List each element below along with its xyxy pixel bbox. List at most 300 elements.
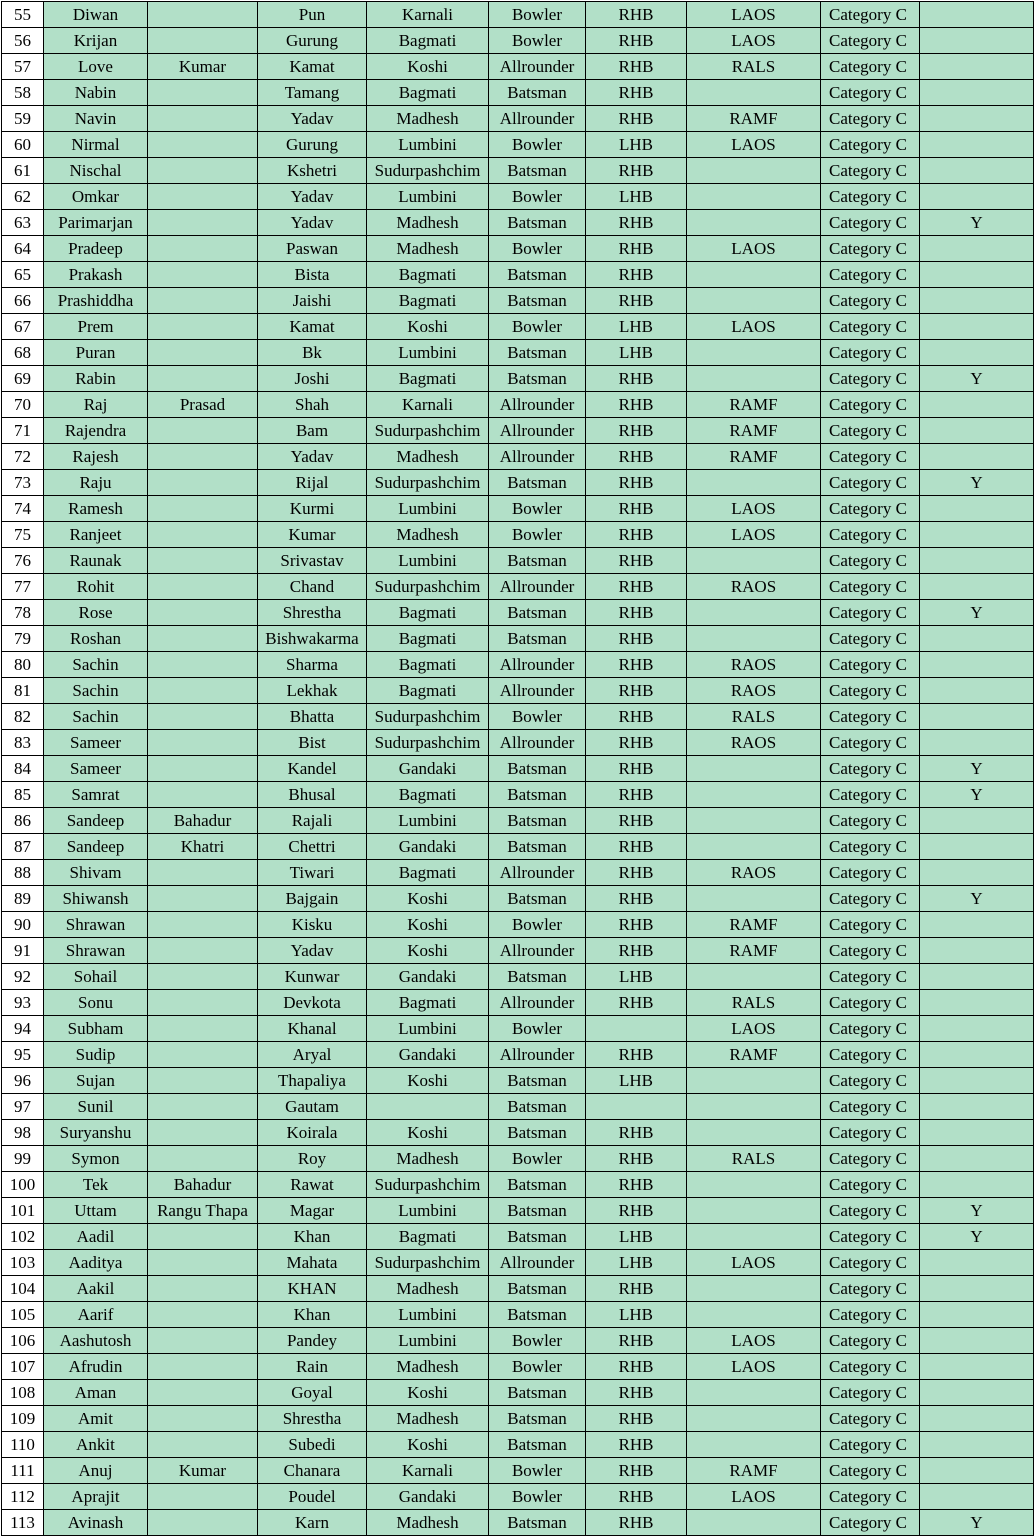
middle-name-cell: Bahadur [148,1172,258,1198]
category-cell: Category C [821,444,920,470]
first-name-cell: Ramesh [44,496,148,522]
last-name-cell: Bishwakarma [258,626,367,652]
batting-hand-cell: LHB [586,1068,687,1094]
serial-no-cell: 91 [2,938,44,964]
middle-name-cell [148,496,258,522]
table-row [2,106,1034,132]
serial-no-cell: 82 [2,704,44,730]
table-row [2,1432,1034,1458]
category-cell: Category C [821,1406,920,1432]
role-cell: Allrounder [489,392,586,418]
category-cell: Category C [821,1302,920,1328]
province-cell: Karnali [367,392,489,418]
flag-cell: Y [920,1224,1034,1250]
flag-cell [920,1016,1034,1042]
serial-no-cell: 103 [2,1250,44,1276]
category-cell: Category C [821,418,920,444]
table-row [2,1484,1034,1510]
bowling-style-cell: LAOS [687,1354,821,1380]
category-cell: Category C [821,236,920,262]
serial-no-cell: 95 [2,1042,44,1068]
last-name-cell: Srivastav [258,548,367,574]
role-cell: Bowler [489,28,586,54]
flag-cell [920,418,1034,444]
last-name-cell: Thapaliya [258,1068,367,1094]
first-name-cell: Raunak [44,548,148,574]
table-row [2,600,1034,626]
province-cell: Bagmati [367,860,489,886]
serial-no-cell: 107 [2,1354,44,1380]
category-cell: Category C [821,288,920,314]
province-cell: Gandaki [367,1042,489,1068]
bowling-style-cell [687,1276,821,1302]
batting-hand-cell: RHB [586,886,687,912]
flag-cell [920,1302,1034,1328]
province-cell: Gandaki [367,1484,489,1510]
table-row [2,834,1034,860]
last-name-cell: Kamat [258,314,367,340]
role-cell: Batsman [489,808,586,834]
batting-hand-cell: RHB [586,1198,687,1224]
bowling-style-cell [687,340,821,366]
last-name-cell: Pandey [258,1328,367,1354]
first-name-cell: Diwan [44,2,148,28]
province-cell: Lumbini [367,496,489,522]
first-name-cell: Aaditya [44,1250,148,1276]
middle-name-cell [148,1484,258,1510]
province-cell: Madhesh [367,1510,489,1536]
serial-no-cell: 78 [2,600,44,626]
table-row [2,444,1034,470]
last-name-cell: Karn [258,1510,367,1536]
batting-hand-cell: RHB [586,1146,687,1172]
category-cell: Category C [821,210,920,236]
role-cell: Batsman [489,782,586,808]
table-row [2,938,1034,964]
serial-no-cell: 60 [2,132,44,158]
first-name-cell: Aashutosh [44,1328,148,1354]
province-cell: Madhesh [367,210,489,236]
category-cell: Category C [821,808,920,834]
first-name-cell: Love [44,54,148,80]
role-cell: Bowler [489,912,586,938]
middle-name-cell [148,964,258,990]
table-row [2,704,1034,730]
last-name-cell: Paswan [258,236,367,262]
category-cell: Category C [821,1432,920,1458]
first-name-cell: Sachin [44,652,148,678]
bowling-style-cell [687,808,821,834]
first-name-cell: Sudip [44,1042,148,1068]
flag-cell [920,678,1034,704]
serial-no-cell: 106 [2,1328,44,1354]
table-row [2,470,1034,496]
category-cell: Category C [821,756,920,782]
bowling-style-cell [687,600,821,626]
last-name-cell: Shrestha [258,1406,367,1432]
flag-cell: Y [920,470,1034,496]
serial-no-cell: 64 [2,236,44,262]
flag-cell: Y [920,756,1034,782]
role-cell: Allrounder [489,106,586,132]
flag-cell [920,1458,1034,1484]
role-cell: Bowler [489,314,586,340]
middle-name-cell [148,340,258,366]
first-name-cell: Ranjeet [44,522,148,548]
last-name-cell: Koirala [258,1120,367,1146]
flag-cell [920,1146,1034,1172]
middle-name-cell [148,470,258,496]
batting-hand-cell: RHB [586,1380,687,1406]
province-cell: Madhesh [367,444,489,470]
serial-no-cell: 76 [2,548,44,574]
middle-name-cell [148,2,258,28]
flag-cell: Y [920,782,1034,808]
category-cell: Category C [821,1146,920,1172]
middle-name-cell [148,314,258,340]
serial-no-cell: 81 [2,678,44,704]
bowling-style-cell [687,548,821,574]
middle-name-cell [148,1406,258,1432]
category-cell: Category C [821,652,920,678]
first-name-cell: Sujan [44,1068,148,1094]
role-cell: Batsman [489,886,586,912]
serial-no-cell: 113 [2,1510,44,1536]
middle-name-cell [148,704,258,730]
role-cell: Batsman [489,756,586,782]
bowling-style-cell: LAOS [687,1250,821,1276]
table-row [2,1042,1034,1068]
first-name-cell: Anuj [44,1458,148,1484]
table-row [2,522,1034,548]
last-name-cell: Chand [258,574,367,600]
category-cell: Category C [821,158,920,184]
serial-no-cell: 66 [2,288,44,314]
last-name-cell: Subedi [258,1432,367,1458]
flag-cell [920,912,1034,938]
table-row [2,366,1034,392]
batting-hand-cell: RHB [586,704,687,730]
batting-hand-cell: RHB [586,938,687,964]
role-cell: Batsman [489,80,586,106]
last-name-cell: Kshetri [258,158,367,184]
category-cell: Category C [821,1224,920,1250]
first-name-cell: Suryanshu [44,1120,148,1146]
first-name-cell: Nabin [44,80,148,106]
role-cell: Bowler [489,2,586,28]
middle-name-cell [148,730,258,756]
flag-cell: Y [920,366,1034,392]
bowling-style-cell [687,158,821,184]
serial-no-cell: 109 [2,1406,44,1432]
last-name-cell: Poudel [258,1484,367,1510]
flag-cell [920,184,1034,210]
flag-cell [920,730,1034,756]
province-cell: Lumbini [367,132,489,158]
serial-no-cell: 87 [2,834,44,860]
last-name-cell: Sharma [258,652,367,678]
category-cell: Category C [821,28,920,54]
bowling-style-cell: LAOS [687,1328,821,1354]
bowling-style-cell [687,1510,821,1536]
bowling-style-cell: RAMF [687,938,821,964]
batting-hand-cell: RHB [586,1328,687,1354]
last-name-cell: Bk [258,340,367,366]
table-row [2,1380,1034,1406]
province-cell: Lumbini [367,340,489,366]
table-row [2,418,1034,444]
middle-name-cell [148,262,258,288]
first-name-cell: Sandeep [44,834,148,860]
bowling-style-cell [687,184,821,210]
middle-name-cell [148,1276,258,1302]
serial-no-cell: 74 [2,496,44,522]
serial-no-cell: 67 [2,314,44,340]
province-cell: Koshi [367,938,489,964]
serial-no-cell: 92 [2,964,44,990]
middle-name-cell [148,574,258,600]
first-name-cell: Aprajit [44,1484,148,1510]
table-row [2,80,1034,106]
batting-hand-cell: RHB [586,1276,687,1302]
category-cell: Category C [821,782,920,808]
category-cell: Category C [821,106,920,132]
middle-name-cell [148,132,258,158]
last-name-cell: Kumar [258,522,367,548]
province-cell: Bagmati [367,990,489,1016]
middle-name-cell [148,1120,258,1146]
role-cell: Bowler [489,1328,586,1354]
first-name-cell: Afrudin [44,1354,148,1380]
last-name-cell: KHAN [258,1276,367,1302]
last-name-cell: Yadav [258,106,367,132]
role-cell: Batsman [489,210,586,236]
category-cell: Category C [821,964,920,990]
batting-hand-cell: RHB [586,652,687,678]
table-row [2,132,1034,158]
flag-cell [920,236,1034,262]
role-cell: Batsman [489,1120,586,1146]
role-cell: Bowler [489,132,586,158]
serial-no-cell: 80 [2,652,44,678]
first-name-cell: Pradeep [44,236,148,262]
middle-name-cell: Kumar [148,1458,258,1484]
flag-cell [920,652,1034,678]
table-row [2,28,1034,54]
category-cell: Category C [821,860,920,886]
role-cell: Allrounder [489,678,586,704]
province-cell: Bagmati [367,28,489,54]
first-name-cell: Samrat [44,782,148,808]
category-cell: Category C [821,938,920,964]
batting-hand-cell: RHB [586,2,687,28]
bowling-style-cell: RAMF [687,418,821,444]
role-cell: Batsman [489,1302,586,1328]
bowling-style-cell: RAOS [687,678,821,704]
flag-cell [920,938,1034,964]
flag-cell [920,1484,1034,1510]
last-name-cell: Bam [258,418,367,444]
last-name-cell: Yadav [258,184,367,210]
table-row [2,1068,1034,1094]
batting-hand-cell: RHB [586,1042,687,1068]
bowling-style-cell: LAOS [687,1016,821,1042]
last-name-cell: Yadav [258,444,367,470]
first-name-cell: Rajesh [44,444,148,470]
province-cell: Madhesh [367,1406,489,1432]
first-name-cell: Symon [44,1146,148,1172]
province-cell: Bagmati [367,600,489,626]
middle-name-cell [148,1068,258,1094]
category-cell: Category C [821,1250,920,1276]
middle-name-cell [148,1016,258,1042]
role-cell: Bowler [489,704,586,730]
role-cell: Bowler [489,522,586,548]
role-cell: Allrounder [489,730,586,756]
role-cell: Allrounder [489,652,586,678]
last-name-cell: Shrestha [258,600,367,626]
serial-no-cell: 69 [2,366,44,392]
last-name-cell: Shah [258,392,367,418]
province-cell: Madhesh [367,236,489,262]
category-cell: Category C [821,730,920,756]
middle-name-cell [148,522,258,548]
batting-hand-cell: LHB [586,1250,687,1276]
flag-cell [920,2,1034,28]
batting-hand-cell: LHB [586,314,687,340]
province-cell [367,1094,489,1120]
role-cell: Batsman [489,600,586,626]
flag-cell [920,392,1034,418]
province-cell: Lumbini [367,1328,489,1354]
middle-name-cell [148,912,258,938]
bowling-style-cell: RAOS [687,652,821,678]
bowling-style-cell: LAOS [687,2,821,28]
batting-hand-cell: RHB [586,418,687,444]
first-name-cell: Shrawan [44,938,148,964]
role-cell: Batsman [489,1380,586,1406]
flag-cell [920,314,1034,340]
batting-hand-cell [586,1094,687,1120]
table-row [2,1510,1034,1536]
flag-cell [920,1328,1034,1354]
batting-hand-cell: RHB [586,1458,687,1484]
batting-hand-cell: RHB [586,1354,687,1380]
flag-cell [920,288,1034,314]
first-name-cell: Navin [44,106,148,132]
province-cell: Madhesh [367,106,489,132]
role-cell: Batsman [489,340,586,366]
middle-name-cell [148,184,258,210]
flag-cell [920,860,1034,886]
role-cell: Allrounder [489,990,586,1016]
category-cell: Category C [821,704,920,730]
serial-no-cell: 102 [2,1224,44,1250]
bowling-style-cell: RAOS [687,730,821,756]
table-row [2,626,1034,652]
role-cell: Bowler [489,1458,586,1484]
batting-hand-cell: RHB [586,678,687,704]
role-cell: Allrounder [489,938,586,964]
middle-name-cell: Kumar [148,54,258,80]
category-cell: Category C [821,834,920,860]
last-name-cell: Kamat [258,54,367,80]
first-name-cell: Sunil [44,1094,148,1120]
batting-hand-cell: RHB [586,730,687,756]
bowling-style-cell [687,1380,821,1406]
batting-hand-cell: LHB [586,1302,687,1328]
table-row [2,262,1034,288]
bowling-style-cell [687,834,821,860]
bowling-style-cell: RAMF [687,912,821,938]
first-name-cell: Rajendra [44,418,148,444]
bowling-style-cell [687,1432,821,1458]
serial-no-cell: 61 [2,158,44,184]
province-cell: Madhesh [367,1354,489,1380]
bowling-style-cell: LAOS [687,236,821,262]
batting-hand-cell: RHB [586,392,687,418]
serial-no-cell: 79 [2,626,44,652]
category-cell: Category C [821,2,920,28]
serial-no-cell: 62 [2,184,44,210]
role-cell: Allrounder [489,574,586,600]
last-name-cell: Magar [258,1198,367,1224]
serial-no-cell: 83 [2,730,44,756]
province-cell: Bagmati [367,288,489,314]
flag-cell [920,262,1034,288]
batting-hand-cell: RHB [586,600,687,626]
serial-no-cell: 108 [2,1380,44,1406]
serial-no-cell: 71 [2,418,44,444]
flag-cell [920,808,1034,834]
last-name-cell: Gurung [258,132,367,158]
first-name-cell: Nirmal [44,132,148,158]
province-cell: Koshi [367,1120,489,1146]
batting-hand-cell: RHB [586,548,687,574]
role-cell: Allrounder [489,418,586,444]
last-name-cell: Khanal [258,1016,367,1042]
middle-name-cell [148,1224,258,1250]
batting-hand-cell: RHB [586,496,687,522]
province-cell: Gandaki [367,756,489,782]
middle-name-cell [148,548,258,574]
middle-name-cell [148,782,258,808]
bowling-style-cell: RALS [687,54,821,80]
last-name-cell: Jaishi [258,288,367,314]
category-cell: Category C [821,574,920,600]
last-name-cell: Bista [258,262,367,288]
bowling-style-cell [687,288,821,314]
province-cell: Koshi [367,1432,489,1458]
bowling-style-cell [687,1224,821,1250]
first-name-cell: Prem [44,314,148,340]
last-name-cell: Gautam [258,1094,367,1120]
flag-cell [920,1276,1034,1302]
batting-hand-cell: RHB [586,756,687,782]
serial-no-cell: 57 [2,54,44,80]
bowling-style-cell [687,1172,821,1198]
category-cell: Category C [821,1094,920,1120]
flag-cell [920,1380,1034,1406]
province-cell: Koshi [367,1068,489,1094]
category-cell: Category C [821,626,920,652]
last-name-cell: Tamang [258,80,367,106]
middle-name-cell [148,80,258,106]
role-cell: Allrounder [489,1042,586,1068]
serial-no-cell: 97 [2,1094,44,1120]
serial-no-cell: 90 [2,912,44,938]
table-row [2,1198,1034,1224]
